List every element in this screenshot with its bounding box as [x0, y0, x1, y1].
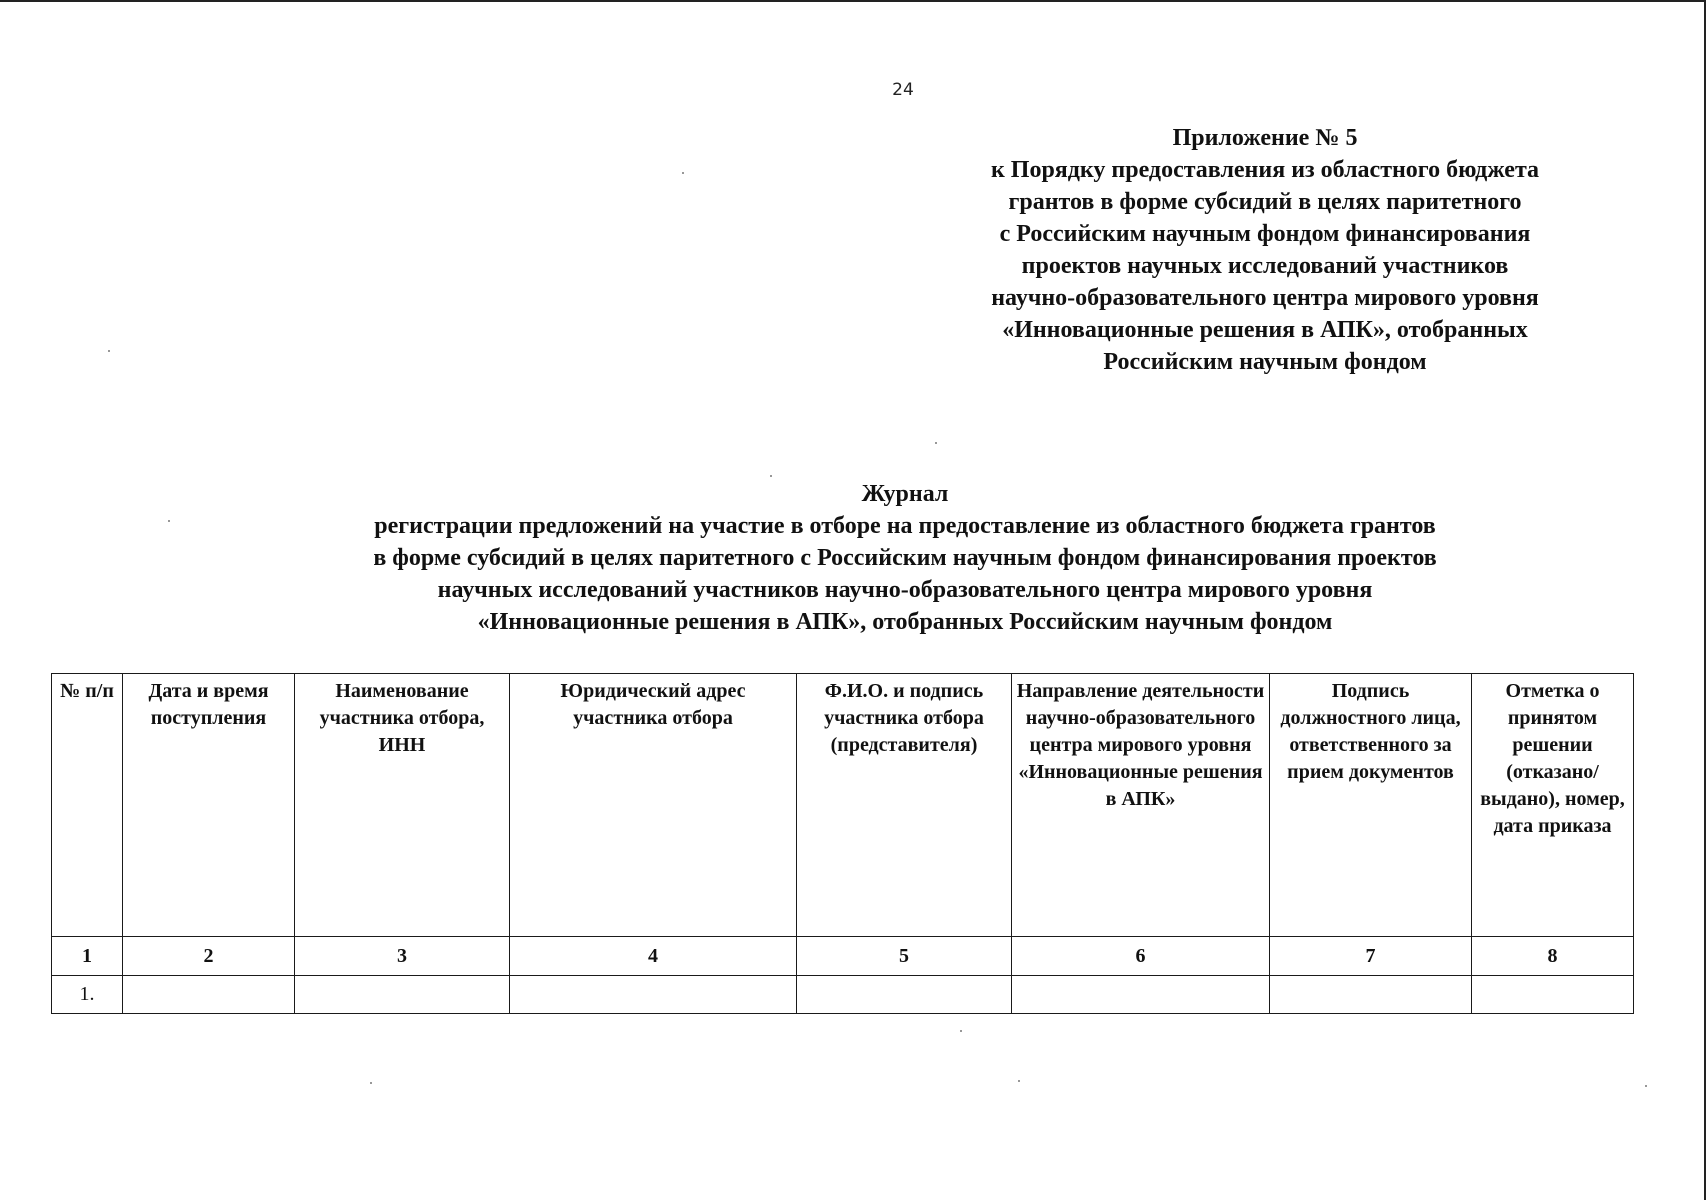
table-cell — [1270, 976, 1472, 1014]
journal-subtitle-line: регистрации предложений на участие в отборе на предоставление из областного бюджета грантов — [374, 513, 1436, 539]
table-cell-number: 1. — [52, 976, 123, 1014]
scan-speck — [770, 475, 772, 477]
journal-title: Журнал — [861, 481, 949, 507]
scan-speck — [935, 442, 937, 444]
column-number: 8 — [1472, 937, 1634, 976]
scan-speck — [370, 1082, 372, 1084]
column-number: 7 — [1270, 937, 1472, 976]
scan-speck — [682, 172, 684, 174]
header-date-time: Дата и время поступления — [123, 674, 295, 937]
scan-speck — [1645, 1085, 1647, 1087]
column-number: 4 — [510, 937, 797, 976]
journal-subtitle-line: «Инновационные решения в АПК», отобранных Российским научным фондом — [477, 609, 1333, 635]
table-cell — [1472, 976, 1634, 1014]
appendix-line: Российским научным фондом — [1103, 349, 1427, 375]
table-cell — [797, 976, 1012, 1014]
table-header-row — [52, 674, 1634, 937]
appendix-block — [930, 122, 1600, 378]
header-legal-address: Юридический адрес участника отбора — [510, 674, 797, 937]
scan-speck — [168, 520, 170, 522]
page-number: 24 — [892, 80, 914, 100]
column-number: 2 — [123, 937, 295, 976]
registration-table — [51, 673, 1634, 1014]
column-number: 5 — [797, 937, 1012, 976]
appendix-line: проектов научных исследований участников — [1021, 253, 1509, 279]
appendix-line: к Порядку предоставления из областного бюджета — [990, 157, 1540, 183]
scan-speck — [1018, 1080, 1020, 1082]
header-decision-mark: Отметка о принятом решении (отказано/ выдано), номер, дата приказа — [1472, 674, 1634, 937]
journal-subtitle-line: в форме субсидий в целях паритетного с Российским научным фондом финансирования проектов — [373, 545, 1437, 571]
table-cell — [510, 976, 797, 1014]
scan-speck — [108, 350, 110, 352]
appendix-line: грантов в форме субсидий в целях паритетного — [1008, 189, 1522, 215]
journal-heading — [200, 478, 1610, 638]
appendix-line: «Инновационные решения в АПК», отобранных — [1002, 317, 1528, 343]
table-row — [52, 976, 1634, 1014]
scan-speck — [960, 1030, 962, 1032]
table-cell — [123, 976, 295, 1014]
header-number: № п/п — [52, 674, 123, 937]
appendix-line: научно-образовательного центра мирового уровня — [991, 285, 1539, 311]
header-activity-direction: Направление деятельности научно-образовательного центра мирового уровня «Инновационные решения в АПК» — [1012, 674, 1270, 937]
header-official-signature: Подпись должностного лица, ответственного за прием документов — [1270, 674, 1472, 937]
table-cell — [295, 976, 510, 1014]
table-cell — [1012, 976, 1270, 1014]
column-number: 3 — [295, 937, 510, 976]
header-fio-signature: Ф.И.О. и подпись участника отбора (представителя) — [797, 674, 1012, 937]
journal-subtitle-line: научных исследований участников научно-образовательного центра мирового уровня — [437, 577, 1373, 603]
column-number-row — [52, 937, 1634, 976]
column-number: 1 — [52, 937, 123, 976]
column-number: 6 — [1012, 937, 1270, 976]
appendix-line: с Российским научным фондом финансирования — [999, 221, 1531, 247]
appendix-title: Приложение № 5 — [1172, 125, 1358, 151]
header-participant-name: Наименование участника отбора, ИНН — [295, 674, 510, 937]
scan-border-top — [0, 0, 1706, 2]
